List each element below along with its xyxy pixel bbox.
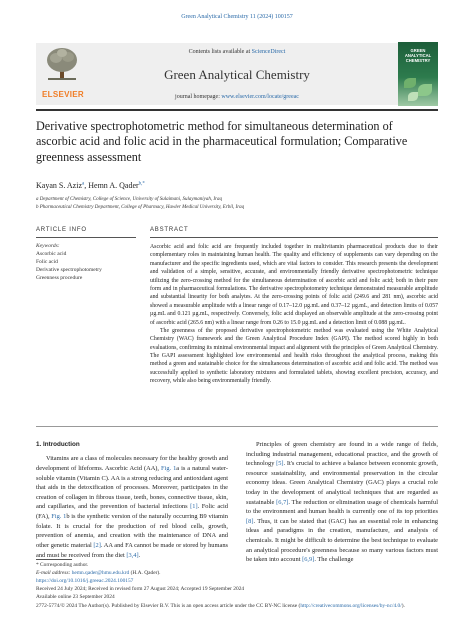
keyword: Ascorbic acid [36, 250, 67, 257]
keywords-block [36, 243, 136, 283]
body-column-left [36, 440, 228, 560]
available-online: Available online 23 September 2024 [36, 594, 115, 601]
body-column-right [246, 440, 438, 565]
sciencedirect-link[interactable]: ScienceDirect [251, 49, 286, 55]
author-name: Hemn A. Qader [88, 181, 139, 190]
affiliation-marker: b,* [138, 181, 145, 187]
citation-link[interactable]: [2] [93, 541, 101, 549]
citation-link[interactable]: [1] [190, 503, 198, 511]
homepage-prefix: journal homepage: [175, 94, 222, 100]
abstract-text [150, 243, 438, 386]
homepage-line [88, 94, 386, 100]
license-line: 2772-5774/© 2024 The Author(s). Published by Elsevier B.V. This is an open access article under the CC BY-NC license (http://creativecommons.org/licenses/by-nc/4.0/). [36, 602, 405, 609]
divider [36, 426, 438, 427]
contents-prefix: Contents lists available at [188, 49, 252, 55]
body-paragraph: Vitamins are a class of molecules necessary for the healthy growth and development of lifeforms. Ascorbic Acid (AA), Fig. 1a is a natural water-soluble vitamin (Vitamin C). AA is a strong reducing and antioxidant agent that aids in the detoxification of processes. Moreover, participates in the creation of collagen in fibrous tissue, teeth, bones, connective tissue, skin, and capillaries, and the prevention of bacterial infections [1]. Folic acid (FA), Fig. 1b is the synthetic version of the naturally occurring B9 vitamin folate. It is crucial for the production of red blood cells, growth, prevention of anemia, and creation with the maintenance of DNA and other genetic material [2]. AA and FA cannot be made or stored by humans and must be received from the diet [3,4]. [36, 455, 229, 559]
article-info-label: ARTICLE INFO [36, 227, 87, 233]
keyword: Derivative spectrophotometry [36, 266, 102, 273]
divider [150, 237, 438, 238]
section-heading: 1. Introduction [36, 441, 80, 448]
citation-link[interactable]: [3,4] [126, 551, 139, 559]
elsevier-logo [36, 42, 88, 104]
figure-link[interactable]: Fig. 1 [161, 465, 177, 473]
author-name: Kayan S. Aziz [36, 181, 82, 190]
author-list [36, 181, 436, 190]
article-title: Derivative spectrophotometric method for simultaneous determination of ascorbic acid and folic acid in the pharmaceutical formulation; Comparative greenness assessment [36, 119, 408, 164]
citation-link[interactable]: [8] [246, 517, 254, 525]
abstract-paragraph: Ascorbic acid and folic acid are frequently included together in multivitamin pharmaceutical products due to their complementary roles in maintaining human health. The quality and efficiency of supplements can vary depending on the manufacturer and the specific ingredients used, which are vital factors to consider. This research presents the development and validation of a simple, sensitive, accurate, and environmentally friendly derivative spectrophotometric technique utilizing the zero-crossing method for the simultaneous determination of ascorbic acid and folic acid; both in their pure form and in pharmaceutical formulations. The derivative spectrophotometry technique demonstrated measurable amplitude and substantial linearity for both analytes. At the zero-crossing points of folic acid (249.6 and 281 nm), ascorbic acid showed a measurable amplitude with a linear range of 0.17–12.0 µg.mL and 0.37–12 µg.mL, and detection limits of 0.057 µg.mL and 0.121 µg.mL, respectively. Conversely, folic acid displayed an observable amplitude at the zero-crossing point of ascorbic acid (265.6 nm) with a linear range from 0.26 to 15.0 µg.mL and a detection limit of 0.088 µg.mL. [150, 244, 438, 326]
body-paragraph: Principles of green chemistry are found in a wide range of fields, including industrial management, educational practice, and the growth of technology [5]. It's crucial to achieve a balance between economic growth, resource sustainability, and environmental preservation in the circular economy ideas. Green Analytical Chemistry (GAC) plays a crucial role today in the development of analytical techniques that are regarded as sustainable [6,7]. The reduction or elimination usage of chemicals harmful to the environment and human health is currently one of its top priorities [8]. Thus, it can be stated that (GAC) has an essential role in enhancing ideas and paradigms in the creation, manufacture, and analysis of chemicals. It might be difficult to determine the best technique to evaluate an analytical procedure's greenness because so many various factors must be taken into account [6,9]. The challenge [246, 441, 439, 564]
publisher-name: ELSEVIER [42, 90, 84, 99]
doi-link[interactable]: https://doi.org/10.1016/j.greeac.2024.100157 [36, 578, 134, 585]
tree-icon [44, 46, 80, 82]
journal-homepage-link[interactable]: www.elsevier.com/locate/greeac [221, 94, 299, 100]
affiliation-marker: a [82, 181, 85, 187]
leaf-icon [418, 84, 432, 96]
citation-link[interactable]: [6,9] [302, 556, 315, 564]
article-history: Received 24 July 2024; Received in revised form 27 August 2024; Accepted 19 September 2024 [36, 586, 245, 593]
email-link[interactable]: hemn.qader@hmu.edu.krd [71, 570, 130, 577]
email-line: E-mail address: hemn.qader@hmu.edu.krd (H.A. Qader). [36, 570, 161, 577]
citation-link[interactable]: [6,7] [276, 498, 289, 506]
keyword: Folic acid [36, 258, 58, 265]
running-head: Green Analytical Chemistry 11 (2024) 100157 [181, 14, 293, 20]
leaf-icon [408, 92, 418, 101]
affiliation: a Department of Chemistry, College of Science, University of Sulaimani, Sulaymaniyah, Iraq [36, 197, 222, 202]
keyword: Greenness procedure [36, 274, 83, 281]
footnote-rule [36, 559, 72, 560]
journal-cover-image [398, 42, 438, 106]
figure-link[interactable]: Fig. 1 [51, 513, 67, 521]
affiliation: b Pharmaceutical Chemistry Department, College of Pharmacy, Hawler Medical University, Erbil, Iraq [36, 205, 245, 210]
citation-link[interactable]: [5] [276, 460, 284, 468]
contents-line [88, 49, 386, 55]
footnotes [36, 561, 438, 610]
email-label: E-mail address: [36, 570, 72, 577]
leaf-icon [404, 78, 416, 88]
header-rule [36, 109, 438, 111]
author-separator: , [84, 181, 89, 190]
cover-title: GREEN ANALYTICAL CHEMISTRY [404, 48, 432, 64]
keywords-heading: Keywords: [36, 243, 60, 249]
abstract-paragraph: The greenness of the proposed derivative spectrophotometric method was evaluated using the White Analytical Chemistry (WAC) framework and the Green Analytical Procedure Index (GAPI). The method scored highly in both evaluations, confirming its minimal environmental impact and alignment with the principles of Green Analytical Chemistry. The GAPI assessment highlighted low environmental and health risks throughout the analytical process, making this method a green and sustainable choice for the simultaneous determination of ascorbic acid and folic acid. The method was successfully applied to synthetic laboratory mixtures and formulated tablets, showing excellent precision, accuracy, and recovery, while also being environmentally friendly. [150, 327, 438, 385]
license-link[interactable]: http://creativecommons.org/licenses/by-nc/4.0/ [300, 602, 402, 609]
abstract-label: ABSTRACT [150, 227, 189, 233]
corresponding-note: * Corresponding author. [36, 562, 89, 568]
journal-title: Green Analytical Chemistry [164, 67, 310, 82]
divider [36, 237, 136, 238]
